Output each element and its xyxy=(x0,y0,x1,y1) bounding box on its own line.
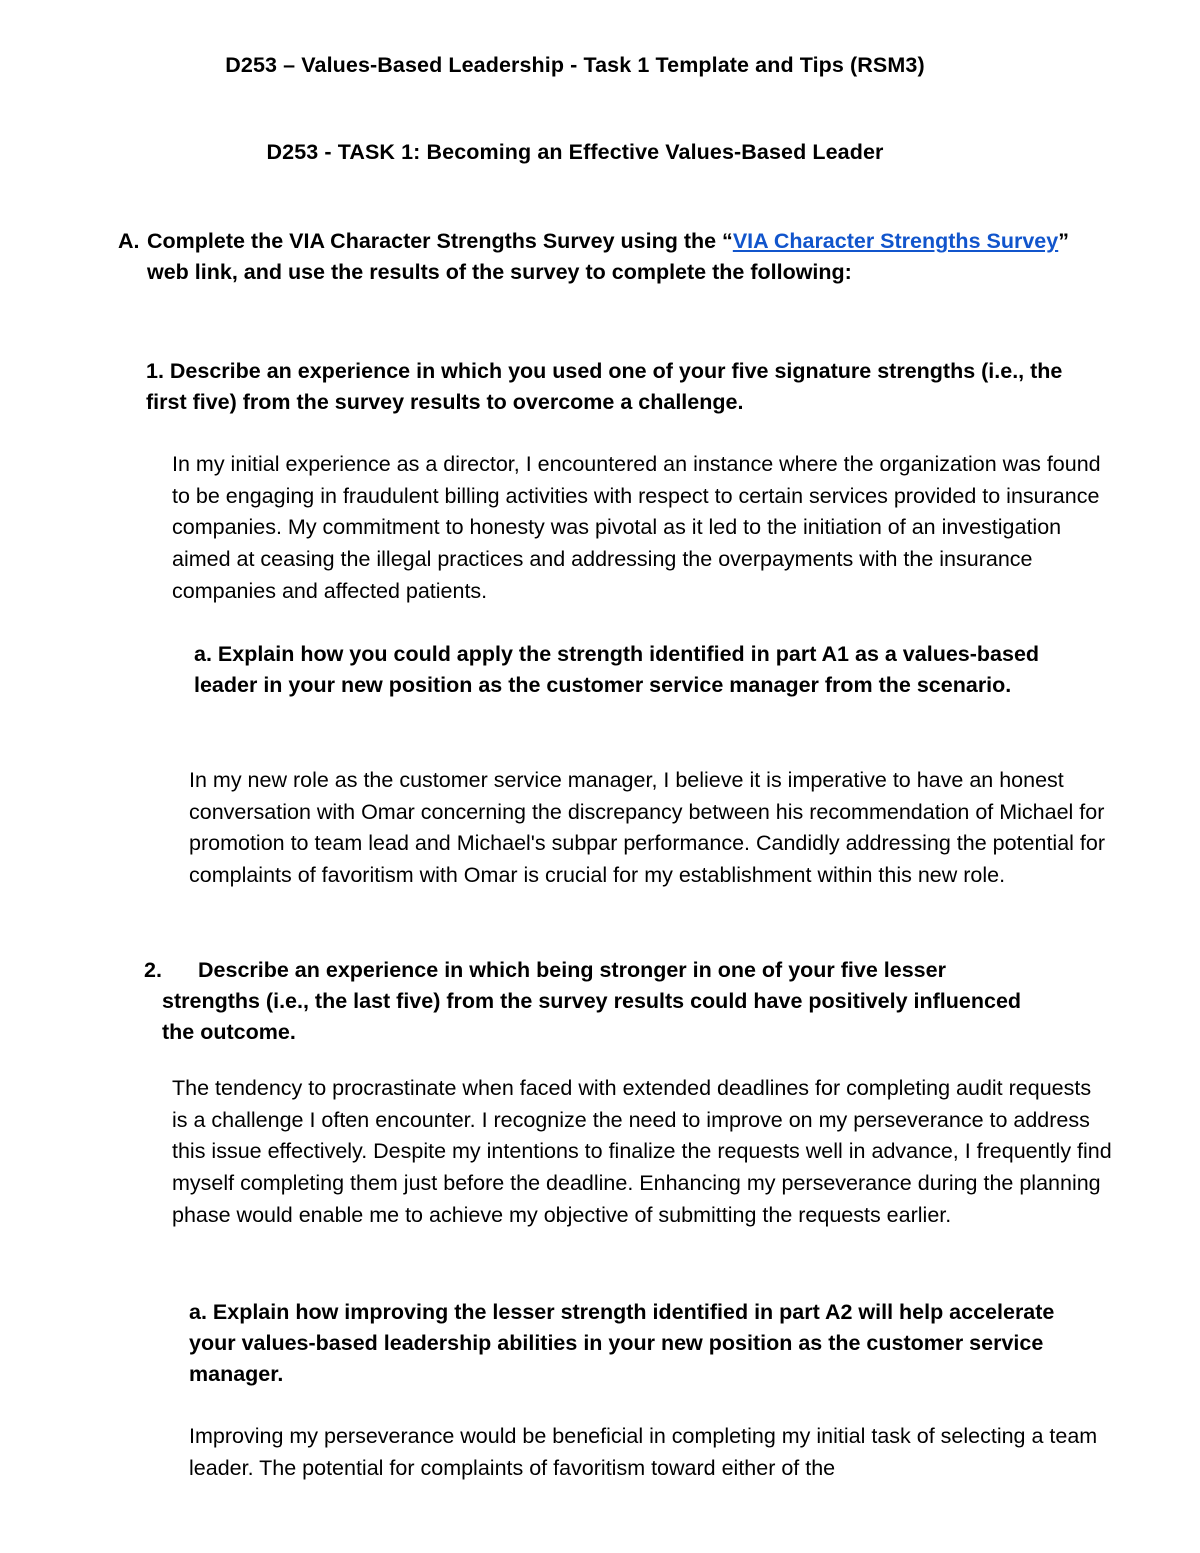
section-a-text-before-link: Complete the VIA Character Strengths Survey using the “ xyxy=(147,229,733,253)
question-2-marker: 2. xyxy=(144,958,162,982)
via-survey-link[interactable]: VIA Character Strengths Survey xyxy=(732,229,1059,253)
question-1-answer: In my initial experience as a director, I encountered an instance where the organization was found to be engaging in fraudulent billing activities with respect to certain services provided to insurance companies. My commitment to honesty was pivotal as it led to the initiation of an investigation aimed at ceasing the illegal practices and addressing the overpayments with the insurance companies and affected patients. xyxy=(172,452,1101,603)
task-title: D253 - TASK 1: Becoming an Effective Values-Based Leader xyxy=(266,140,884,164)
question-2 xyxy=(144,955,1044,1048)
document-title: D253 – Values-Based Leadership - Task 1 Template and Tips (RSM3) xyxy=(225,53,925,77)
section-a-marker: A. xyxy=(118,229,140,253)
question-2a-prompt: a. Explain how improving the lesser strength identified in part A2 will help accelerate your values-based leadership abilities in your new position as the customer service manager. xyxy=(189,1300,1055,1386)
question-1a-answer: In my new role as the customer service manager, I believe it is imperative to have an honest conversation with Omar concerning the discrepancy between his recommendation of Michael for promotion to team lead and Michael's subpar performance. Candidly addressing the potential for complaints of favoritism with Omar is crucial for my establishment within this new role. xyxy=(189,768,1105,888)
question-2a-answer: Improving my perseverance would be beneficial in completing my initial task of selecting a team leader. The potential for complaints of favoritism toward either of the xyxy=(189,1424,1098,1480)
question-1a-prompt: a. Explain how you could apply the strength identified in part A1 as a values-based leader in your new position as the customer service manager from the scenario. xyxy=(194,642,1040,697)
question-2-answer: The tendency to procrastinate when faced with extended deadlines for completing audit requests is a challenge I often encounter. I recognize the need to improve on my perseverance to address this issue effectively. Despite my intentions to finalize the requests well in advance, I frequently find myself completing them just before the deadline. Enhancing my perseverance during the planning phase would enable me to achieve my objective of submitting the requests earlier. xyxy=(172,1076,1112,1227)
section-a-text-after-link: ” web link, and use the results of the survey to complete the following: xyxy=(147,229,1069,284)
question-1-prompt: 1. Describe an experience in which you used one of your five signature strengths (i.e., the first five) from the survey results to overcome a challenge. xyxy=(146,359,1063,414)
section-a xyxy=(118,226,1098,288)
question-2-prompt: Describe an experience in which being stronger in one of your five lesser strengths (i.e., the last five) from the survey results could have positively influenced the outcome. xyxy=(162,958,1022,1044)
section-a-instructions xyxy=(147,226,1098,288)
